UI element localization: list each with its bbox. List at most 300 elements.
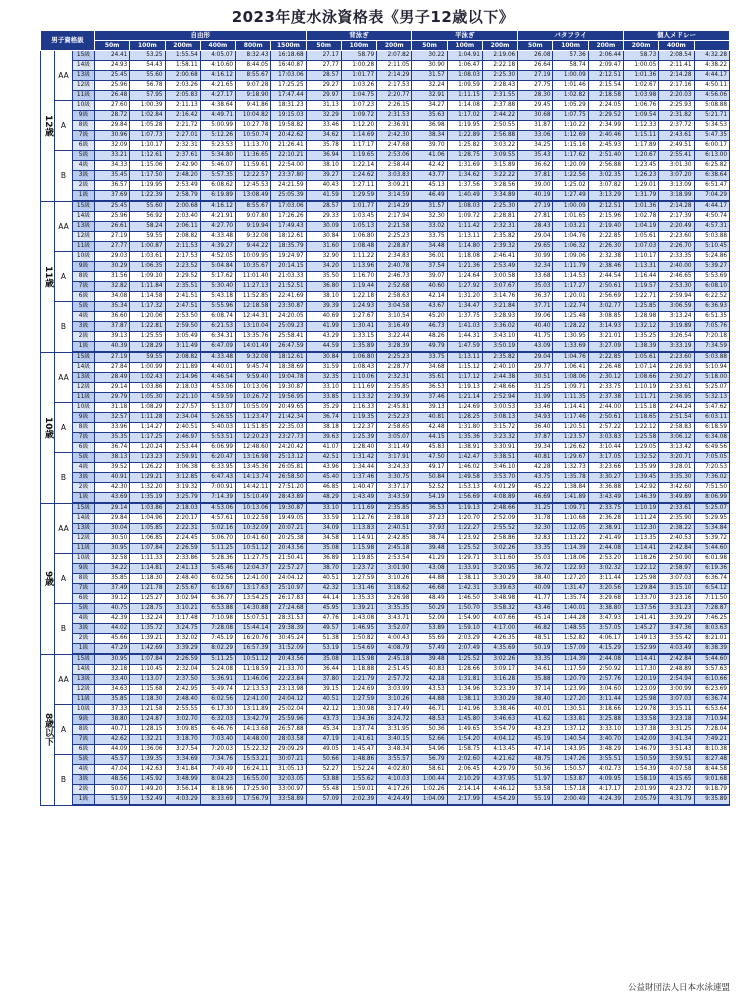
time-cell: 1:13.22 [553,534,588,544]
level-label: 13級 [73,222,95,232]
table-row [41,161,730,171]
time-cell: 2:15.96 [588,212,623,222]
time-cell: 1:22.37 [341,423,376,433]
time-cell: 3:46.63 [482,715,517,725]
time-cell: 45.83 [412,443,447,453]
time-cell: 1:14.39 [553,654,588,665]
time-cell: 6:02.56 [200,695,235,705]
time-cell: 7:20.03 [200,745,235,755]
time-cell: 1:38.11 [447,695,482,705]
time-cell: 29.97 [306,91,341,101]
time-cell: 1:08.66 [623,373,658,383]
time-cell: 3:57.05 [588,624,623,634]
time-cell: 1:11.79 [553,262,588,272]
time-cell: 47.04 [95,765,130,775]
time-cell: 25:05.39 [271,191,306,202]
time-cell: 3:14.59 [377,191,412,202]
time-cell: 4:08.89 [482,493,517,504]
time-cell: 23:37.80 [271,171,306,181]
time-cell: 11:27.13 [236,282,271,292]
time-cell: 2:20.77 [377,91,412,101]
time-cell: 5:02.16 [200,524,235,534]
time-cell: 1:29.59 [341,191,376,202]
time-cell: 44.02 [95,624,130,634]
time-cell: 22:57.27 [271,564,306,574]
time-cell: 16:57.39 [236,644,271,655]
time-cell: 3:04.60 [588,685,623,695]
level-label: 5級 [73,151,95,161]
time-cell: 1:17.62 [553,151,588,161]
time-cell: 58.61 [412,765,447,775]
time-cell: 1:06.41 [553,363,588,373]
time-cell: 1:19.13 [447,503,482,514]
time-cell: 7:49.49 [200,765,235,775]
table-row [41,91,730,101]
time-cell: 1:36.06 [130,745,165,755]
time-cell: 3:07.67 [482,282,517,292]
time-cell: 45.57 [95,755,130,765]
time-cell: 1:22.18 [341,292,376,302]
table-row [41,473,730,483]
time-cell: 5:47.62 [694,403,729,413]
time-cell: 36.44 [306,665,341,675]
time-cell: 5:24.08 [200,665,235,675]
time-cell: 1:00.09 [553,201,588,212]
table-row [41,604,730,614]
time-cell: 3:33.19 [659,342,694,353]
time-cell: 3:30.29 [482,574,517,584]
time-cell: 31.57 [412,71,447,81]
level-label: 1級 [73,795,95,806]
time-cell: 2:40.51 [377,524,412,534]
time-cell: 3:27.09 [588,342,623,353]
time-cell: 1:44.31 [447,332,482,342]
time-cell: 3:25.79 [165,493,200,504]
time-cell: 50.19 [518,644,553,655]
time-cell: 14:13.68 [236,725,271,735]
time-cell: 1:39.45 [623,473,658,483]
time-cell: 5:36.91 [200,675,235,685]
time-cell: 15:44.14 [236,624,271,634]
time-cell: 50.07 [95,785,130,795]
time-cell: 3:21.84 [482,302,517,312]
time-cell: 1:04.75 [341,91,376,101]
time-cell: 1:14.58 [130,292,165,302]
time-cell: 2:57.22 [588,423,623,433]
time-cell: 1:19.95 [447,121,482,131]
stroke-header-breaststroke: 平泳ぎ [412,31,518,41]
time-cell: 40.83 [412,665,447,675]
level-label: 6級 [73,745,95,755]
time-cell: 3:10.54 [377,312,412,322]
time-cell: 3:49.89 [659,493,694,504]
time-cell: 30.96 [95,131,130,141]
time-cell: 2:35.90 [659,514,694,524]
time-cell: 2:11.05 [377,61,412,71]
time-cell: 38.74 [412,534,447,544]
time-cell: 1:19.44 [341,282,376,292]
time-cell: 2:58.63 [377,292,412,302]
time-cell: 4:52.05 [200,252,235,262]
level-label: 3級 [73,322,95,332]
time-cell: 2:44.00 [588,403,623,413]
table-row [41,785,730,795]
time-cell: 1:13.11 [447,352,482,363]
time-cell: 6:22.52 [694,292,729,302]
time-cell: 12:18.58 [236,302,271,312]
group-label: A [55,252,73,302]
time-cell: 3:40.70 [588,735,623,745]
level-label: 5級 [73,302,95,312]
time-cell: 11:46.06 [236,675,271,685]
time-cell: 1:52.49 [130,795,165,806]
group-label: A [55,705,73,755]
time-cell: 42.48 [412,423,447,433]
time-cell: 9:01.68 [694,775,729,785]
time-cell: 2:37.88 [482,101,517,111]
time-cell: 29.79 [95,393,130,403]
time-cell: 3:23.39 [482,685,517,695]
time-cell: 33.10 [306,383,341,393]
time-cell: 31.56 [95,272,130,282]
time-cell: 1:17.32 [130,302,165,312]
time-cell: 16:20.76 [236,634,271,644]
time-cell: 4:17.26 [377,785,412,795]
time-cell: 7:36.02 [694,473,729,483]
time-cell: 1:43.49 [341,493,376,504]
time-cell: 6:51.47 [694,181,729,191]
time-cell: 5:10.45 [694,242,729,252]
time-cell: 1:25.27 [130,594,165,604]
time-cell: 3:17.49 [377,705,412,715]
time-cell: 1:17.59 [553,665,588,675]
level-label: 8級 [73,725,95,735]
time-cell: 4:50.74 [694,212,729,222]
dist-header: 400m [659,41,694,51]
time-cell: 1:35.99 [623,463,658,473]
time-cell: 2:58.97 [659,564,694,574]
stroke-header-backstroke: 背泳ぎ [306,31,412,41]
level-label: 4級 [73,312,95,322]
age-label: 9歳 [41,503,55,654]
group-label: AA [55,503,73,554]
time-cell: 45.20 [412,312,447,322]
time-cell: 4:21.62 [482,755,517,765]
time-cell: 2:52.68 [377,282,412,292]
time-cell: 3:15.10 [659,584,694,594]
time-cell: 1:22.39 [130,191,165,202]
time-cell: 3:03.83 [377,171,412,181]
time-cell: 1:03.21 [553,222,588,232]
time-cell: 6:36.93 [694,302,729,312]
time-cell: 4:40.01 [200,363,235,373]
time-cell: 39.13 [412,403,447,413]
time-cell: 1:17.50 [130,171,165,181]
time-cell: 6:53.88 [200,604,235,614]
time-cell: 1:32.21 [130,735,165,745]
time-cell: 10:35.67 [236,262,271,272]
time-cell: 1:06.47 [447,61,482,71]
time-cell: 2:40.53 [659,534,694,544]
time-cell: 2:28.81 [482,212,517,222]
time-cell: 2:25.30 [482,71,517,81]
time-cell: 1:14.41 [623,654,658,665]
time-cell: 4:39.27 [200,242,235,252]
time-cell: 3:56.14 [165,785,200,795]
time-cell: 1:31.46 [341,584,376,594]
time-cell: 1:12.33 [623,121,658,131]
time-cell: 48.75 [518,755,553,765]
time-cell: 1:25.02 [553,181,588,191]
time-cell: 13:17.63 [236,584,271,594]
dist-header: 200m [165,41,200,51]
time-cell: 59.55 [130,232,165,242]
level-label: 1級 [73,493,95,504]
time-cell: 2:57.72 [377,675,412,685]
time-cell: 3:28.93 [482,312,517,322]
time-cell: 5:28.36 [200,554,235,564]
level-label: 6級 [73,292,95,302]
time-cell: 1:02.78 [623,212,658,222]
time-cell: 39.06 [518,312,553,322]
time-cell: 39.13 [95,332,130,342]
time-cell: 31.18 [95,403,130,413]
time-cell: 3:03.99 [377,685,412,695]
time-cell: 17:26.26 [271,212,306,222]
time-cell: 11:27.75 [236,554,271,564]
time-cell: 4:09.95 [588,775,623,785]
time-cell: 3:30.75 [377,473,412,483]
time-cell: 1:35.78 [553,473,588,483]
time-cell: 2:25.23 [377,352,412,363]
time-cell: 5:11.25 [200,654,235,665]
time-cell: 12:48.60 [236,443,271,453]
time-cell: 7:28.04 [694,725,729,735]
time-cell: 3:39.63 [482,584,517,594]
time-cell: 2:06.11 [165,222,200,232]
time-cell: 1:54.39 [623,765,658,775]
time-cell: 24.93 [95,61,130,71]
time-cell: 24.41 [95,51,130,61]
table-row [41,403,730,413]
time-cell: 25.45 [95,71,130,81]
time-cell: 43.73 [306,715,341,725]
time-cell: 5:26.55 [200,413,235,423]
table-row [41,745,730,755]
time-cell: 3:23.66 [588,463,623,473]
time-cell: 2:26.93 [659,363,694,373]
time-cell: 51.97 [518,775,553,785]
time-cell: 1:31.69 [447,161,482,171]
time-cell: 1:05.85 [130,524,165,534]
time-cell: 3:48.99 [165,775,200,785]
time-cell: 2:26.15 [377,101,412,111]
time-cell: 41.06 [412,151,447,161]
time-cell: 54.96 [412,745,447,755]
time-cell: 35.34 [95,302,130,312]
group-label: B [55,755,73,806]
time-cell: 1:02.67 [623,81,658,91]
time-cell: 8:18.96 [200,785,235,795]
time-cell: 2:48.66 [482,383,517,393]
time-cell: 1:14.81 [130,564,165,574]
time-cell: 35.78 [306,141,341,151]
dist-header: 200m [377,41,412,51]
time-cell: 9:32.08 [236,232,271,242]
time-cell: 2:44.24 [659,403,694,413]
time-cell: 28:31.53 [271,614,306,624]
time-cell: 4:59.59 [200,393,235,403]
time-cell: 3:32.02 [165,634,200,644]
time-cell: 5:25.07 [694,503,729,514]
time-cell: 19:58.82 [271,121,306,131]
time-cell: 1:49.58 [447,473,482,483]
level-label: 6級 [73,141,95,151]
time-cell: 20:49.65 [271,403,306,413]
time-cell: 51.38 [306,634,341,644]
time-cell: 33.68 [518,272,553,282]
time-cell: 37.80 [306,675,341,685]
time-cell: 29.33 [306,212,341,222]
level-label: 14級 [73,212,95,222]
time-cell: 16:18.68 [271,51,306,61]
time-cell: 3:05.07 [377,433,412,443]
time-cell: 28.57 [306,201,341,212]
table-row [41,463,730,473]
time-cell: 45.19 [518,735,553,745]
time-cell: 11:18.59 [236,665,271,675]
time-cell: 6:33.95 [200,463,235,473]
time-cell: 29.04 [518,352,553,363]
time-cell: 32.90 [306,252,341,262]
time-cell: 2:24.45 [165,534,200,544]
time-cell: 2:40.46 [588,131,623,141]
time-cell: 3:43.49 [588,493,623,504]
time-cell: 1:33.81 [553,715,588,725]
table-row [41,282,730,292]
level-label: 2級 [73,332,95,342]
time-cell: 1:25.58 [623,433,658,443]
time-cell: 8:03.63 [694,624,729,634]
table-row [41,665,730,675]
time-cell: 3:59.51 [659,755,694,765]
time-cell: 1:09.06 [553,252,588,262]
time-cell: 41.99 [306,322,341,332]
level-label: 5級 [73,755,95,765]
time-cell: 10:22.58 [236,514,271,524]
time-cell: 27.60 [95,101,130,111]
time-cell: 1:10.19 [623,383,658,393]
time-cell: 9:41.86 [236,101,271,111]
time-cell: 2:37.61 [165,151,200,161]
time-cell: 1:46.02 [447,463,482,473]
time-cell: 49.17 [412,463,447,473]
time-cell: 2:02.39 [341,795,376,806]
level-label: 4級 [73,161,95,171]
time-cell: 3:28.39 [377,342,412,353]
time-cell: 33:00.97 [271,785,306,795]
time-cell: 47.76 [306,614,341,624]
time-cell: 17:49.43 [271,222,306,232]
time-cell: 1:03.86 [130,503,165,514]
time-cell: 10:26.72 [236,393,271,403]
time-cell: 2:11.89 [165,363,200,373]
time-cell: 1:29.78 [623,705,658,715]
table-row [41,71,730,81]
time-cell: 1:15.68 [130,685,165,695]
time-cell: 3:13.42 [659,443,694,453]
time-cell: 2:52.23 [377,413,412,423]
level-label: 7級 [73,433,95,443]
time-cell: 4:46.12 [482,785,517,795]
time-cell: 12:13.53 [236,685,271,695]
time-cell: 3:42.60 [659,483,694,493]
time-cell: 2:09.47 [588,61,623,71]
time-cell: 4:02.73 [588,765,623,775]
time-cell: 55.60 [130,201,165,212]
time-cell: 52.09 [412,614,447,624]
time-cell: 29.03 [95,252,130,262]
time-cell: 2:53.44 [165,443,200,453]
time-cell: 1:28.40 [341,443,376,453]
time-cell: 1:14.91 [341,534,376,544]
time-cell: 1:14.41 [623,544,658,554]
time-cell: 7:05.05 [694,453,729,463]
time-cell: 2:33.61 [659,503,694,514]
time-cell: 1:23.45 [623,161,658,171]
time-cell: 1:21.58 [130,705,165,715]
time-cell: 1:33.15 [341,332,376,342]
time-cell: 3:04.58 [377,302,412,312]
time-cell: 35.61 [412,373,447,383]
time-cell: 29.65 [518,242,553,252]
time-cell: 1:12.61 [130,151,165,161]
time-cell: 1:53.87 [553,775,588,785]
time-cell: 2:14.29 [377,71,412,81]
time-cell: 1:25.55 [130,332,165,342]
time-cell: 1:05.29 [553,101,588,111]
time-cell: 15:53.21 [236,755,271,765]
time-cell: 2:55.52 [482,524,517,534]
time-cell: 1:28.29 [130,342,165,353]
level-label: 7級 [73,282,95,292]
time-cell: 3:22.22 [482,171,517,181]
time-cell: 7:10.94 [694,715,729,725]
time-cell: 1:04.96 [130,514,165,524]
time-cell: 1:14.39 [553,544,588,554]
time-cell: 3:14.93 [588,322,623,332]
time-cell: 3:09.55 [482,151,517,161]
time-cell: 6:17.30 [200,705,235,715]
time-cell: 34.25 [518,141,553,151]
time-cell: 36.74 [95,443,130,453]
time-cell: 6:47.43 [200,473,235,483]
time-cell: 2:17.94 [377,212,412,222]
time-cell: 2:14.14 [447,785,482,795]
time-cell: 2:03.29 [447,634,482,644]
time-cell: 59.55 [130,352,165,363]
time-cell: 30.84 [306,352,341,363]
time-cell: 37.46 [412,393,447,403]
time-cell: 40.60 [412,282,447,292]
time-cell: 1:52.99 [623,644,658,655]
time-cell: 2:55.55 [165,705,200,715]
time-cell: 2:40.00 [659,262,694,272]
time-cell: 8:38.39 [694,644,729,655]
time-cell: 1:35.74 [553,594,588,604]
time-cell: 2:35.85 [377,503,412,514]
time-cell: 38.70 [306,564,341,574]
